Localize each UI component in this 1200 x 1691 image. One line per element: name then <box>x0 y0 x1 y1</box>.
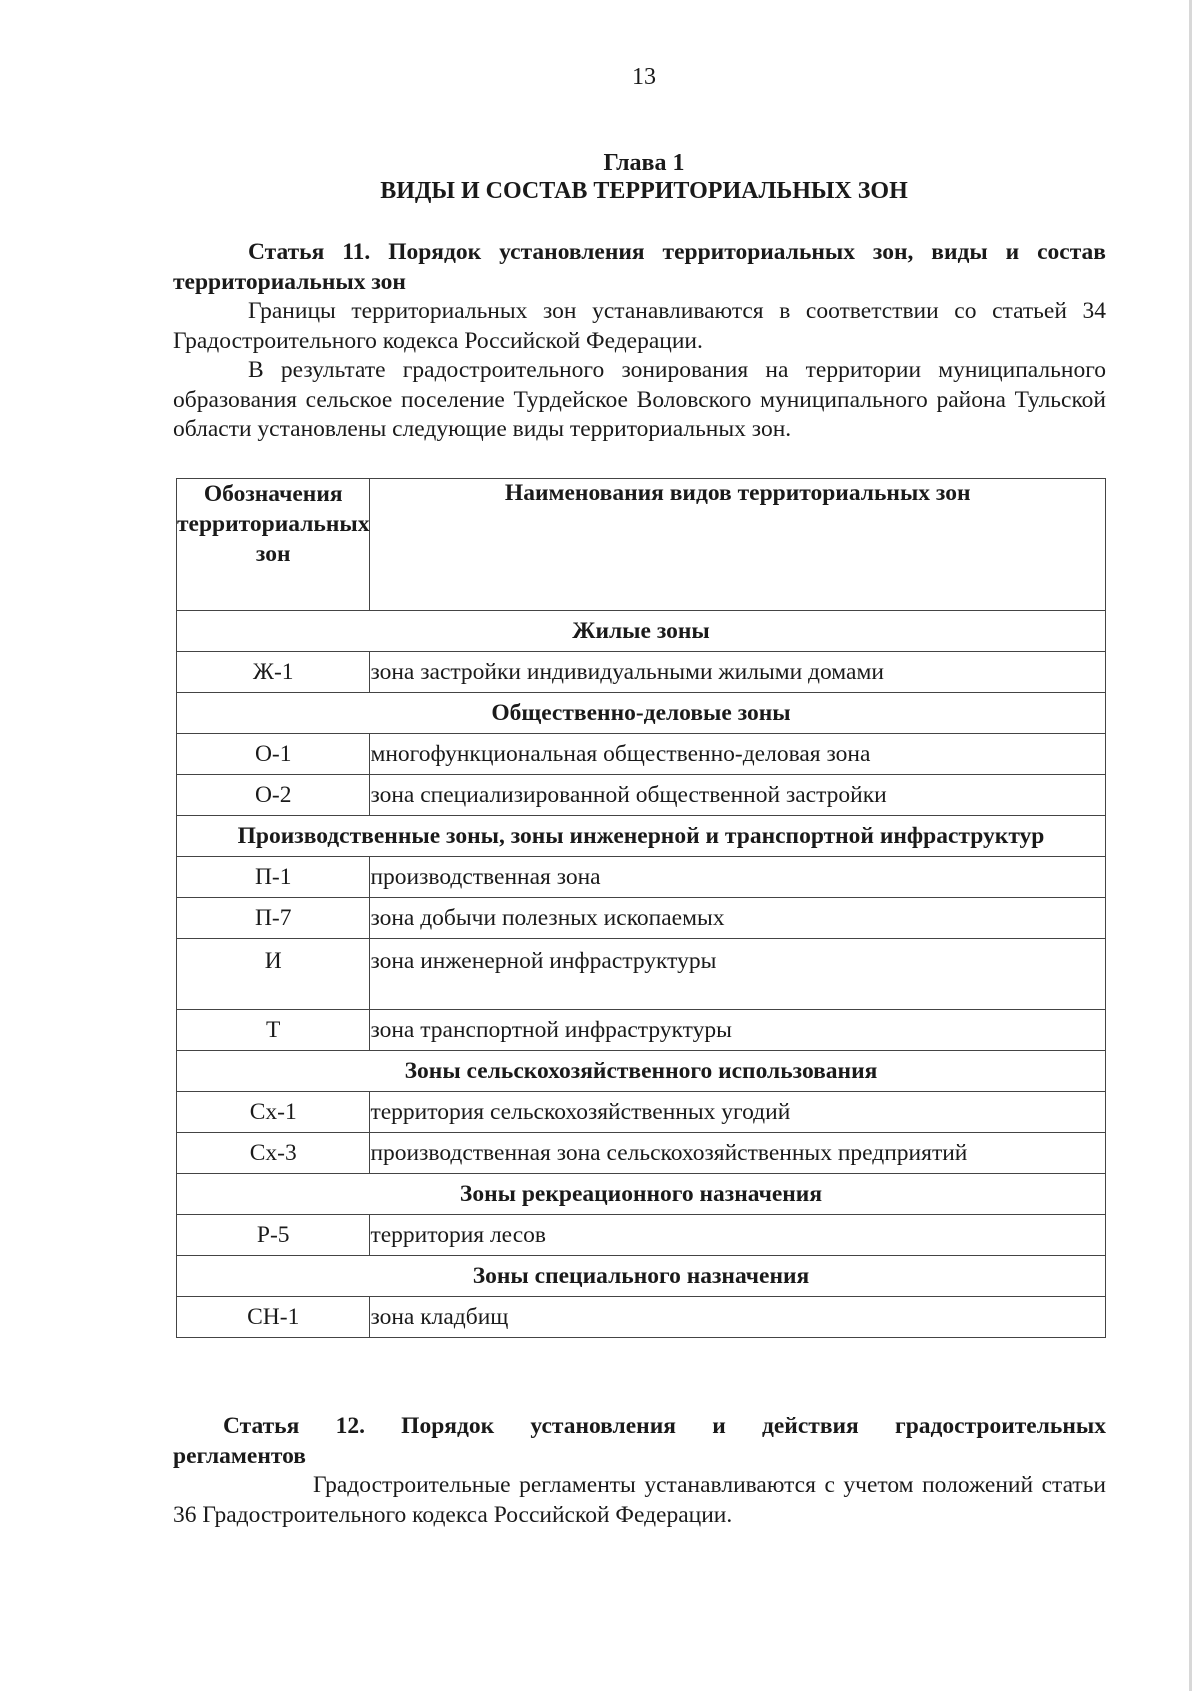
article-11-paragraph-1: Границы территориальных зон устанавливаются в соответствии со статьей 34 Градостроительного кодекса Российской Федерации. <box>173 298 1106 354</box>
zone-name: зона инженерной инфраструктуры <box>370 939 1106 1010</box>
zone-row <box>177 1133 1106 1174</box>
zone-name: производственная зона <box>370 857 1106 898</box>
zone-name: многофункциональная общественно-деловая зона <box>370 734 1106 775</box>
zone-row <box>177 857 1106 898</box>
zone-name: зона кладбищ <box>370 1297 1106 1338</box>
zones-table-body <box>177 611 1106 1338</box>
zone-group-title: Зоны специального назначения <box>177 1256 1106 1297</box>
zone-name: территория лесов <box>370 1215 1106 1256</box>
zone-group-title: Общественно-деловые зоны <box>177 693 1106 734</box>
article-12-heading-line-2: регламентов <box>173 1442 306 1469</box>
zone-name: зона добычи полезных ископаемых <box>370 898 1106 939</box>
article-11-paragraph-2: В результате градостроительного зонирования на территории муниципального образования сельское поселение Турдейское Воловского муниципального района Тульской области установлены следующие виды территориальных зон. <box>173 357 1106 442</box>
zone-group-title: Зоны рекреационного назначения <box>177 1174 1106 1215</box>
zone-name: зона транспортной инфраструктуры <box>370 1010 1106 1051</box>
zone-code: СН-1 <box>177 1297 370 1338</box>
zone-name: зона специализированной общественной застройки <box>370 775 1106 816</box>
zone-group-row <box>177 1256 1106 1297</box>
chapter-title: ВИДЫ И СОСТАВ ТЕРРИТОРИАЛЬНЫХ ЗОН <box>380 178 908 204</box>
chapter-number: Глава 1 <box>603 150 685 176</box>
zone-group-title: Жилые зоны <box>177 611 1106 652</box>
zone-row <box>177 775 1106 816</box>
zone-row <box>177 939 1106 1010</box>
article-12 <box>173 1412 1106 1530</box>
table-header-row <box>177 479 1106 611</box>
zone-code: Сх-1 <box>177 1092 370 1133</box>
zone-code: Сх-3 <box>177 1133 370 1174</box>
zone-code: Ж-1 <box>177 652 370 693</box>
zone-name: территория сельскохозяйственных угодий <box>370 1092 1106 1133</box>
zone-group-title: Производственные зоны, зоны инженерной и транспортной инфраструктур <box>177 816 1106 857</box>
article-12-heading <box>173 1412 1106 1471</box>
zone-name: производственная зона сельскохозяйственных предприятий <box>370 1133 1106 1174</box>
zone-row <box>177 652 1106 693</box>
header-zone-code: Обозначения территориальных зон <box>177 479 370 611</box>
page-edge-mark <box>1189 0 1192 1691</box>
zone-row <box>177 1297 1106 1338</box>
article-12-paragraph-1: Градостроительные регламенты устанавливаются с учетом положений статьи 36 Градостроительного кодекса Российской Федерации. <box>173 1472 1106 1528</box>
zone-code: О-1 <box>177 734 370 775</box>
article-12-heading-line-1: Статья 12. Порядок установления и действия градостроительных <box>223 1413 1106 1439</box>
zone-code: Т <box>177 1010 370 1051</box>
zone-row <box>177 1010 1106 1051</box>
zone-row <box>177 1092 1106 1133</box>
zone-row <box>177 898 1106 939</box>
page-number: 13 <box>632 64 656 90</box>
zone-code: И <box>177 939 370 1010</box>
zone-group-row <box>177 1051 1106 1092</box>
article-11-heading: Статья 11. Порядок установления территориальных зон, виды и состав территориальных зон <box>173 239 1106 295</box>
zone-row <box>177 734 1106 775</box>
article-11 <box>173 238 1106 445</box>
zone-group-row <box>177 816 1106 857</box>
zone-code: Р-5 <box>177 1215 370 1256</box>
zone-group-row <box>177 611 1106 652</box>
zone-code: П-1 <box>177 857 370 898</box>
zone-code: О-2 <box>177 775 370 816</box>
header-zone-name: Наименования видов территориальных зон <box>370 479 1106 611</box>
zone-group-row <box>177 1174 1106 1215</box>
zones-table <box>176 478 1106 1338</box>
zone-group-row <box>177 693 1106 734</box>
zone-row <box>177 1215 1106 1256</box>
zone-name: зона застройки индивидуальными жилыми домами <box>370 652 1106 693</box>
zone-code: П-7 <box>177 898 370 939</box>
zone-group-title: Зоны сельскохозяйственного использования <box>177 1051 1106 1092</box>
